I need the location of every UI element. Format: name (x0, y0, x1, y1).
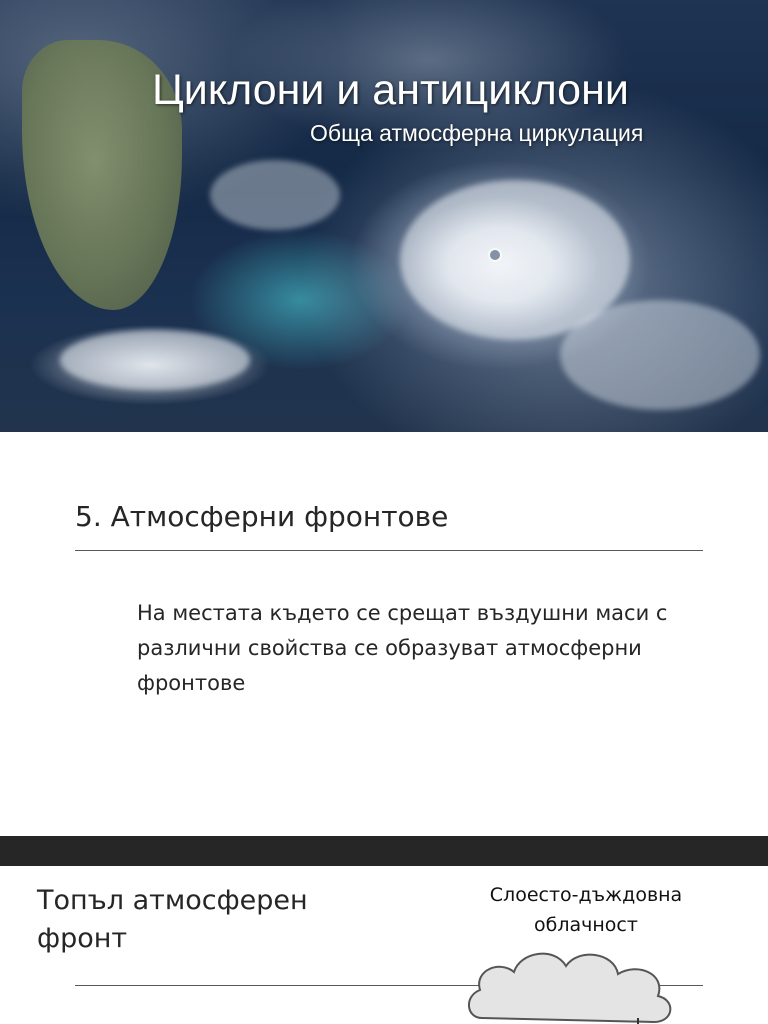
outer-cloud-band-image (560, 300, 760, 410)
cloud-icon (462, 940, 678, 1024)
front-marker (637, 1018, 639, 1024)
fronts-slide (0, 432, 768, 836)
slide-separator (0, 836, 768, 866)
title-slide-satellite (0, 0, 768, 432)
presentation-title: Циклони и антициклони (152, 66, 629, 114)
hurricane-eye-image (490, 250, 500, 260)
low-cloud-image (60, 330, 250, 390)
presentation-subtitle: Обща атмосферна циркулация (310, 120, 644, 146)
title-divider (75, 550, 703, 551)
cloud-label: Слоесто-дъждовна облачност (489, 884, 683, 936)
warm-front-slide (0, 866, 768, 1024)
slide-title: Топъл атмосферен фронт (37, 885, 308, 954)
slide-body-text: На местата където се срещат въздушни маси с различни свойства се образуват атмосферни фронтове (137, 601, 668, 695)
scattered-cloud-image (210, 160, 340, 230)
slide-title: 5. Атмосферни фронтове (75, 500, 449, 533)
